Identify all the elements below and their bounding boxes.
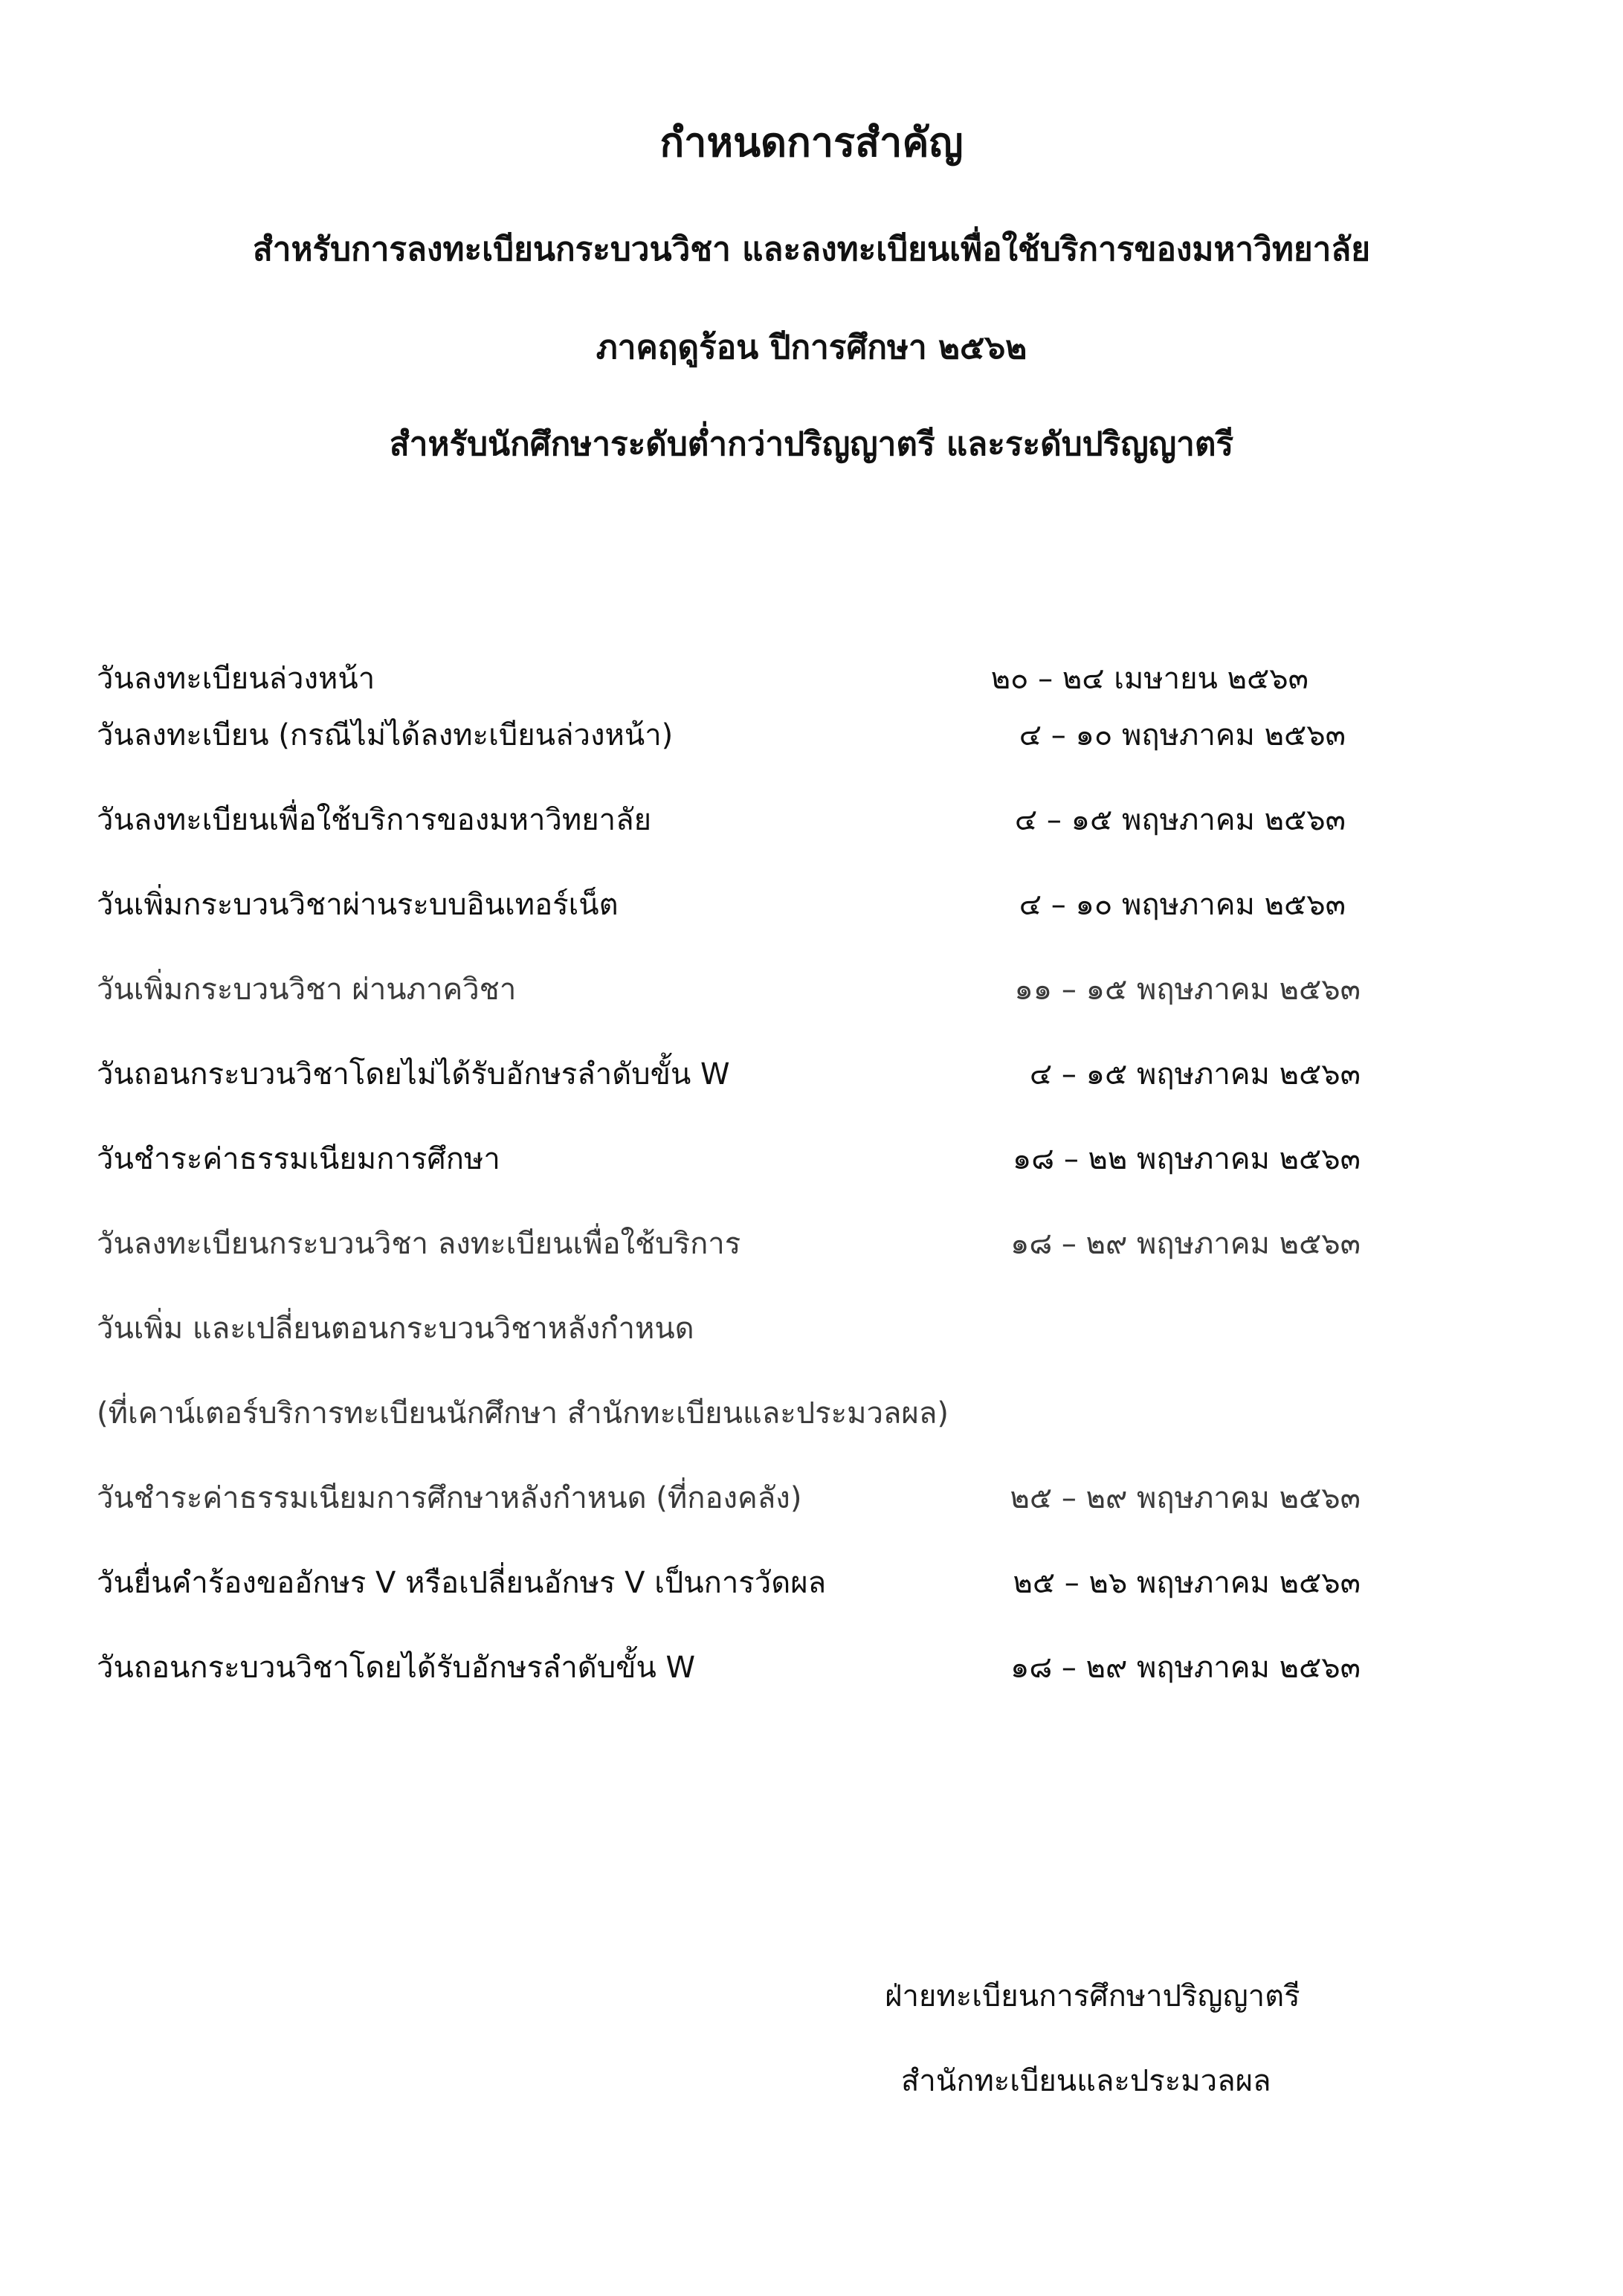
page-title: กำหนดการสำคัญ <box>659 119 964 166</box>
schedule-row-withdraw-no-w <box>97 1050 1361 1094</box>
schedule-row-service-registration <box>97 796 1361 840</box>
schedule-label: (ที่เคาน์เตอร์บริการทะเบียนนักศึกษา สำนักทะเบียนและประมวลผล) <box>97 1396 949 1431</box>
schedule-label: วันลงทะเบียนกระบวนวิชา ลงทะเบียนเพื่อใช้บริการ <box>97 1227 741 1261</box>
schedule-date: ๔ – ๑๕ พฤษภาคม ๒๕๖๓ <box>1029 1057 1361 1091</box>
schedule-label: วันลงทะเบียนล่วงหน้า <box>97 662 375 696</box>
schedule-label: วันเพิ่มกระบวนวิชา ผ่านภาควิชา <box>97 973 517 1007</box>
schedule-row-late-tuition-payment <box>97 1474 1361 1518</box>
schedule-label: วันถอนกระบวนวิชาโดยได้รับอักษรลำดับขั้น W <box>97 1651 696 1685</box>
schedule-label: วันถอนกระบวนวิชาโดยไม่ได้รับอักษรลำดับขั้น W <box>97 1057 730 1091</box>
schedule-date: ๒๕ – ๒๙ พฤษภาคม ๒๕๖๓ <box>1010 1481 1361 1515</box>
schedule-label: วันยื่นคำร้องขออักษร V หรือเปลี่ยนอักษร V เป็นการวัดผล <box>97 1566 827 1600</box>
schedule-date: ๔ – ๑๐ พฤษภาคม ๒๕๖๓ <box>1019 718 1346 752</box>
subtitle-semester: ภาคฤดูร้อน ปีการศึกษา ๒๕๖๒ <box>596 329 1027 367</box>
schedule-date: ๑๘ – ๒๙ พฤษภาคม ๒๕๖๓ <box>1010 1227 1361 1261</box>
schedule-row-late-add-change <box>97 1304 1361 1349</box>
schedule-row-late-add-change-location <box>97 1389 1361 1434</box>
schedule-date: ๑๘ – ๒๒ พฤษภาคม ๒๕๖๓ <box>1012 1142 1361 1176</box>
schedule-label: วันลงทะเบียน (กรณีไม่ได้ลงทะเบียนล่วงหน้า) <box>97 718 674 752</box>
schedule-date: ๒๐ – ๒๔ เมษายน ๒๕๖๓ <box>990 662 1309 696</box>
schedule-row-advance-registration <box>97 654 1361 699</box>
footer-office: สำนักทะเบียนและประมวลผล <box>901 2064 1271 2098</box>
schedule-label: วันเพิ่ม และเปลี่ยนตอนกระบวนวิชาหลังกำหนด <box>97 1312 694 1346</box>
schedule-label: วันลงทะเบียนเพื่อใช้บริการของมหาวิทยาลัย <box>97 803 652 837</box>
schedule-date: ๑๘ – ๒๙ พฤษภาคม ๒๕๖๓ <box>1010 1651 1361 1685</box>
schedule-label: วันชำระค่าธรรมเนียมการศึกษา <box>97 1142 500 1176</box>
schedule-row-tuition-payment <box>97 1135 1361 1179</box>
schedule-row-course-service-registration <box>97 1219 1361 1264</box>
schedule-date: ๔ – ๑๐ พฤษภาคม ๒๕๖๓ <box>1019 888 1346 922</box>
schedule-row-registration <box>97 711 1361 755</box>
schedule-date: ๑๑ – ๑๕ พฤษภาคม ๒๕๖๓ <box>1014 973 1361 1007</box>
schedule-row-v-grade-request <box>97 1558 1361 1603</box>
schedule-row-add-course-internet <box>97 880 1361 925</box>
schedule-date: ๒๕ – ๒๖ พฤษภาคม ๒๕๖๓ <box>1013 1566 1361 1600</box>
footer-department: ฝ่ายทะเบียนการศึกษาปริญญาตรี <box>885 1979 1300 2013</box>
schedule-row-add-course-department <box>97 965 1361 1010</box>
schedule-row-withdraw-with-w <box>97 1643 1361 1688</box>
subtitle-student-level: สำหรับนักศึกษาระดับต่ำกว่าปริญญาตรี และระดับปริญญาตรี <box>389 425 1234 463</box>
schedule-label: วันชำระค่าธรรมเนียมการศึกษาหลังกำหนด (ที่กองคลัง) <box>97 1481 802 1515</box>
subtitle-registration: สำหรับการลงทะเบียนกระบวนวิชา และลงทะเบียนเพื่อใช้บริการของมหาวิทยาลัย <box>252 230 1371 268</box>
schedule-date: ๔ – ๑๕ พฤษภาคม ๒๕๖๓ <box>1014 803 1346 837</box>
schedule-label: วันเพิ่มกระบวนวิชาผ่านระบบอินเทอร์เน็ต <box>97 888 619 922</box>
